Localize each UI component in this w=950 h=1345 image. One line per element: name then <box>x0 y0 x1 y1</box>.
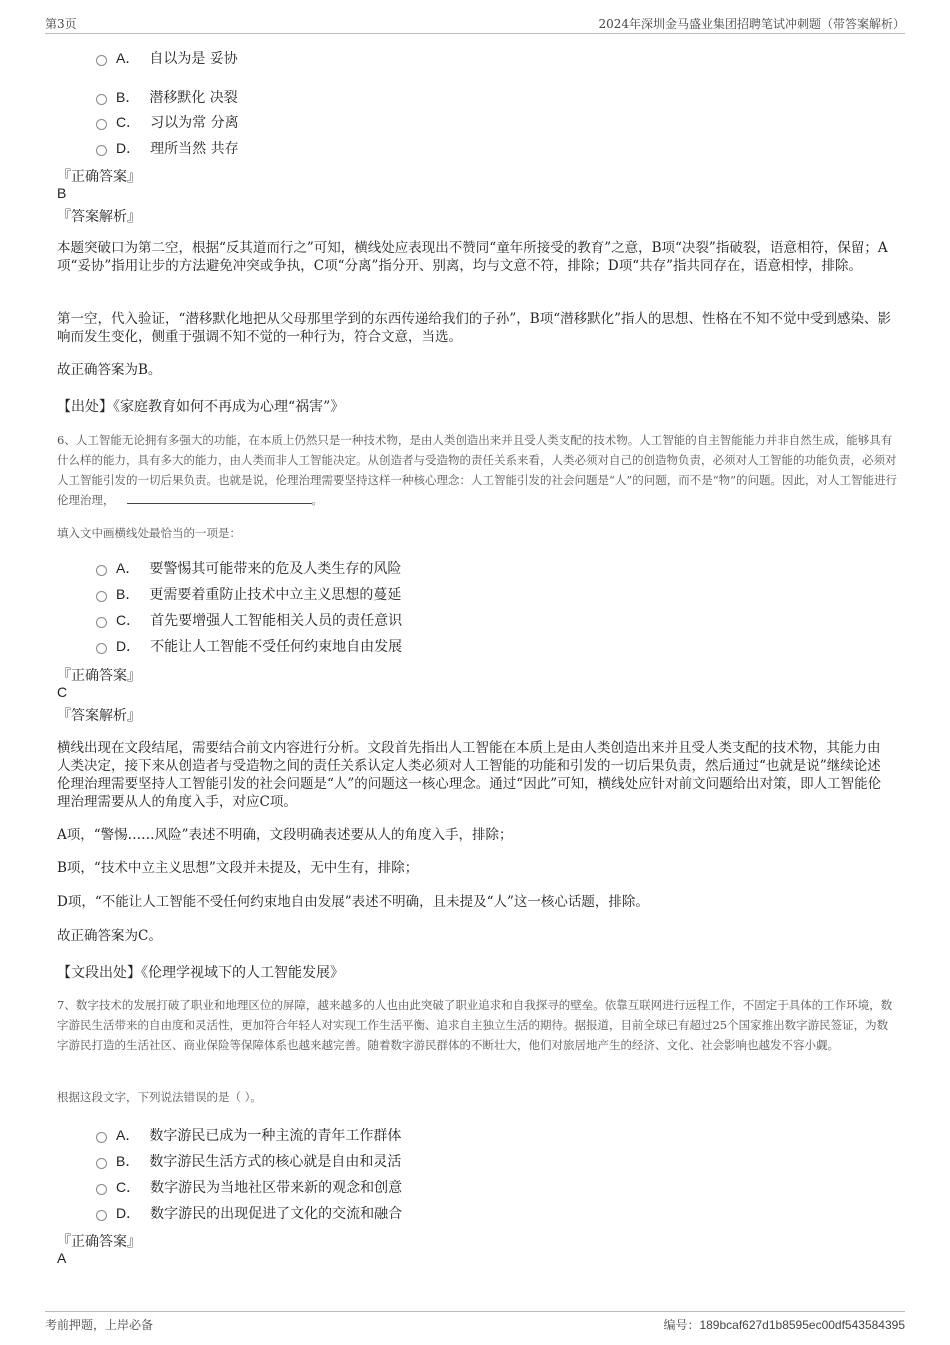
q5-option-b[interactable] <box>96 87 238 107</box>
q6-option-d[interactable] <box>96 636 402 656</box>
q5-analysis-paragraph: 本题突破口为第二空，根据“反其道而行之”可知，横线处应表现出不赞同“童年所接受的教育”之意，B项“决裂”指破裂，语意相符，保留；A项“妥协”指用让步的方法避免冲突或争执，C项“分离”指分开、别离，均与文意不符，排除；D项“共存”指共同存在，语意相悖，排除。 <box>57 240 888 274</box>
q5-option-c[interactable] <box>96 112 239 132</box>
option-text: 数字游民为当地社区带来新的观念和创意 <box>150 1180 403 1196</box>
option-text: 数字游民已成为一种主流的青年工作群体 <box>149 1128 402 1144</box>
q6-option-a[interactable] <box>96 558 401 578</box>
q6-analysis-label: 『答案解析』 <box>57 708 141 724</box>
q5-answer: B <box>57 185 67 201</box>
q6-question-text: 6、人工智能无论拥有多强大的功能，在本质上仍然只是一种技术物，是由人类创造出来并且受人类支配的技术物。人工智能的自主智能能力并非自然生成，能够具有什么样的能力，具有多大的能力，由人类而非人工智能决定。从创造者与受造物的责任关系来看，人类必须对自己的创造物负责，必须对人工智能的功能负责，必须对人工智能引发的一切后果负责。也就是说，伦理治理需要坚持这样一种核心理念：人工智能引发的社会问题是“人”的问题，而不是“物”的问题。因此，对人工智能进行伦理治理， <box>57 433 898 507</box>
option-letter: C． <box>116 1179 141 1195</box>
q7-answer: A <box>57 1250 67 1266</box>
option-text: 习以为常 分离 <box>150 115 239 131</box>
q7-hint: 根据这段文字，下列说法错误的是（ ）。 <box>57 1090 262 1104</box>
option-text: 数字游民的出现促进了文化的交流和融合 <box>150 1206 403 1222</box>
q6-analysis-option-a: A项，“警惕……风险”表述不明确，文段明确表述要从人的角度入手，排除； <box>57 827 513 843</box>
option-text: 自以为是 妥协 <box>149 51 238 67</box>
q6-question <box>57 430 897 510</box>
radio-icon[interactable] <box>96 119 107 130</box>
option-letter: D． <box>116 1205 141 1221</box>
radio-icon[interactable] <box>96 145 107 156</box>
code-value: 189bcaf627d1b8595ec00df543584395 <box>699 1318 905 1332</box>
option-letter: A． <box>116 1127 140 1143</box>
option-text: 潜移默化 决裂 <box>149 90 238 106</box>
q7-option-d[interactable] <box>96 1203 402 1223</box>
radio-icon[interactable] <box>96 1158 107 1169</box>
fill-blank <box>127 492 312 504</box>
option-text: 要警惕其可能带来的危及人类生存的风险 <box>149 561 402 577</box>
radio-icon[interactable] <box>96 643 107 654</box>
radio-icon[interactable] <box>96 1210 107 1221</box>
q6-analysis-option-b: B项，“技术中立主义思想”文段并未提及，无中生有，排除； <box>57 860 419 876</box>
q7-option-a[interactable] <box>96 1125 401 1145</box>
radio-icon[interactable] <box>96 94 107 105</box>
option-text: 更需要着重防止技术中立主义思想的蔓延 <box>149 587 402 603</box>
option-letter: D． <box>116 638 141 654</box>
q5-option-d[interactable] <box>96 138 239 158</box>
q5-analysis-label: 『答案解析』 <box>57 209 141 225</box>
q7-option-b[interactable] <box>96 1151 401 1171</box>
q5-analysis-conclusion: 故正确答案为B。 <box>57 362 162 378</box>
radio-icon[interactable] <box>96 55 107 66</box>
option-text: 首先要增强人工智能相关人员的责任意识 <box>150 613 403 629</box>
q6-option-b[interactable] <box>96 584 401 604</box>
option-letter: A． <box>116 560 140 576</box>
q6-source: 【文段出处】《伦理学视域下的人工智能发展》 <box>57 965 344 981</box>
radio-icon[interactable] <box>96 1132 107 1143</box>
footer-slogan: 考前押题，上岸必备 <box>45 1318 154 1332</box>
option-letter: B． <box>116 1153 140 1169</box>
option-letter: B． <box>116 586 140 602</box>
q5-analysis-paragraph: 第一空，代入验证，“潜移默化地把从父母那里学到的东西传递给我们的子孙”，B项“潜移默化”指人的思想、性格在不知不觉中受到感染、影响而发生变化，侧重于强调不知不觉的一种行为，符合文意，当选。 <box>57 311 892 345</box>
code-label: 编号： <box>663 1318 700 1332</box>
q6-answer-label: 『正确答案』 <box>57 668 141 684</box>
radio-icon[interactable] <box>96 565 107 576</box>
q7-option-c[interactable] <box>96 1177 402 1197</box>
page-header <box>45 12 905 34</box>
radio-icon[interactable] <box>96 1184 107 1195</box>
q5-option-a[interactable] <box>96 48 238 68</box>
page-number: 第3页 <box>45 17 77 31</box>
q6-analysis-paragraph: 横线出现在文段结尾，需要结合前文内容进行分析。文段首先指出人工智能在本质上是由人类创造出来并且受人类支配的技术物，其能力由人类决定，接下来从创造者与受造物之间的责任关系认定人类必须对人工智能的功能和引发的一切后果负责，然后通过“也就是说”继续论述伦理治理需要坚持人工智能引发的社会问题是“人”的问题这一核心理念。通过“因此”可知，横线处应针对前文问题给出对策，即人工智能伦理治理需要从人的角度入手，对应C项。 <box>57 740 882 810</box>
option-letter: C． <box>116 612 141 628</box>
q6-analysis-conclusion: 故正确答案为C。 <box>57 928 162 944</box>
q7-answer-label: 『正确答案』 <box>57 1234 141 1250</box>
option-text: 不能让人工智能不受任何约束地自由发展 <box>150 639 403 655</box>
option-letter: A． <box>116 50 140 66</box>
q5-source: 【出处】《家庭教育如何不再成为心理“祸害”》 <box>57 399 345 415</box>
q6-answer: C <box>57 684 68 700</box>
radio-icon[interactable] <box>96 591 107 602</box>
option-letter: B． <box>116 89 140 105</box>
option-text: 数字游民生活方式的核心就是自由和灵活 <box>149 1154 402 1170</box>
document-title: 2024年深圳金马盛业集团招聘笔试冲刺题（带答案解析） <box>598 17 905 31</box>
page-footer <box>45 1311 905 1339</box>
q6-question-end: 。 <box>311 493 323 507</box>
option-text: 理所当然 共存 <box>150 141 239 157</box>
radio-icon[interactable] <box>96 617 107 628</box>
q5-answer-label: 『正确答案』 <box>57 169 141 185</box>
option-letter: C． <box>116 114 141 130</box>
q6-option-c[interactable] <box>96 610 402 630</box>
q7-question: 7、数字技术的发展打破了职业和地理区位的屏障，越来越多的人也由此突破了职业追求和自我探寻的壁垒。依靠互联网进行远程工作，不固定于具体的工作环境，数字游民生活带来的自由度和灵活性，更加符合年轻人对实现工作生活平衡、追求自主独立生活的期待。据报道，目前全球已有超过25个国家推出数字游民签证，为数字游民打造的生活社区、商业保险等保障体系也越来越完善。随着数字游民群体的不断壮大，他们对旅居地产生的经济、文化、社会影响也越发不容小觑。 <box>57 998 893 1052</box>
document-code <box>663 1316 905 1333</box>
q6-analysis-option-d: D项，“不能让人工智能不受任何约束地自由发展”表述不明确，且未提及“人”这一核心话题，排除。 <box>57 894 649 910</box>
option-letter: D． <box>116 140 141 156</box>
q6-hint: 填入文中画横线处最恰当的一项是： <box>57 526 241 540</box>
